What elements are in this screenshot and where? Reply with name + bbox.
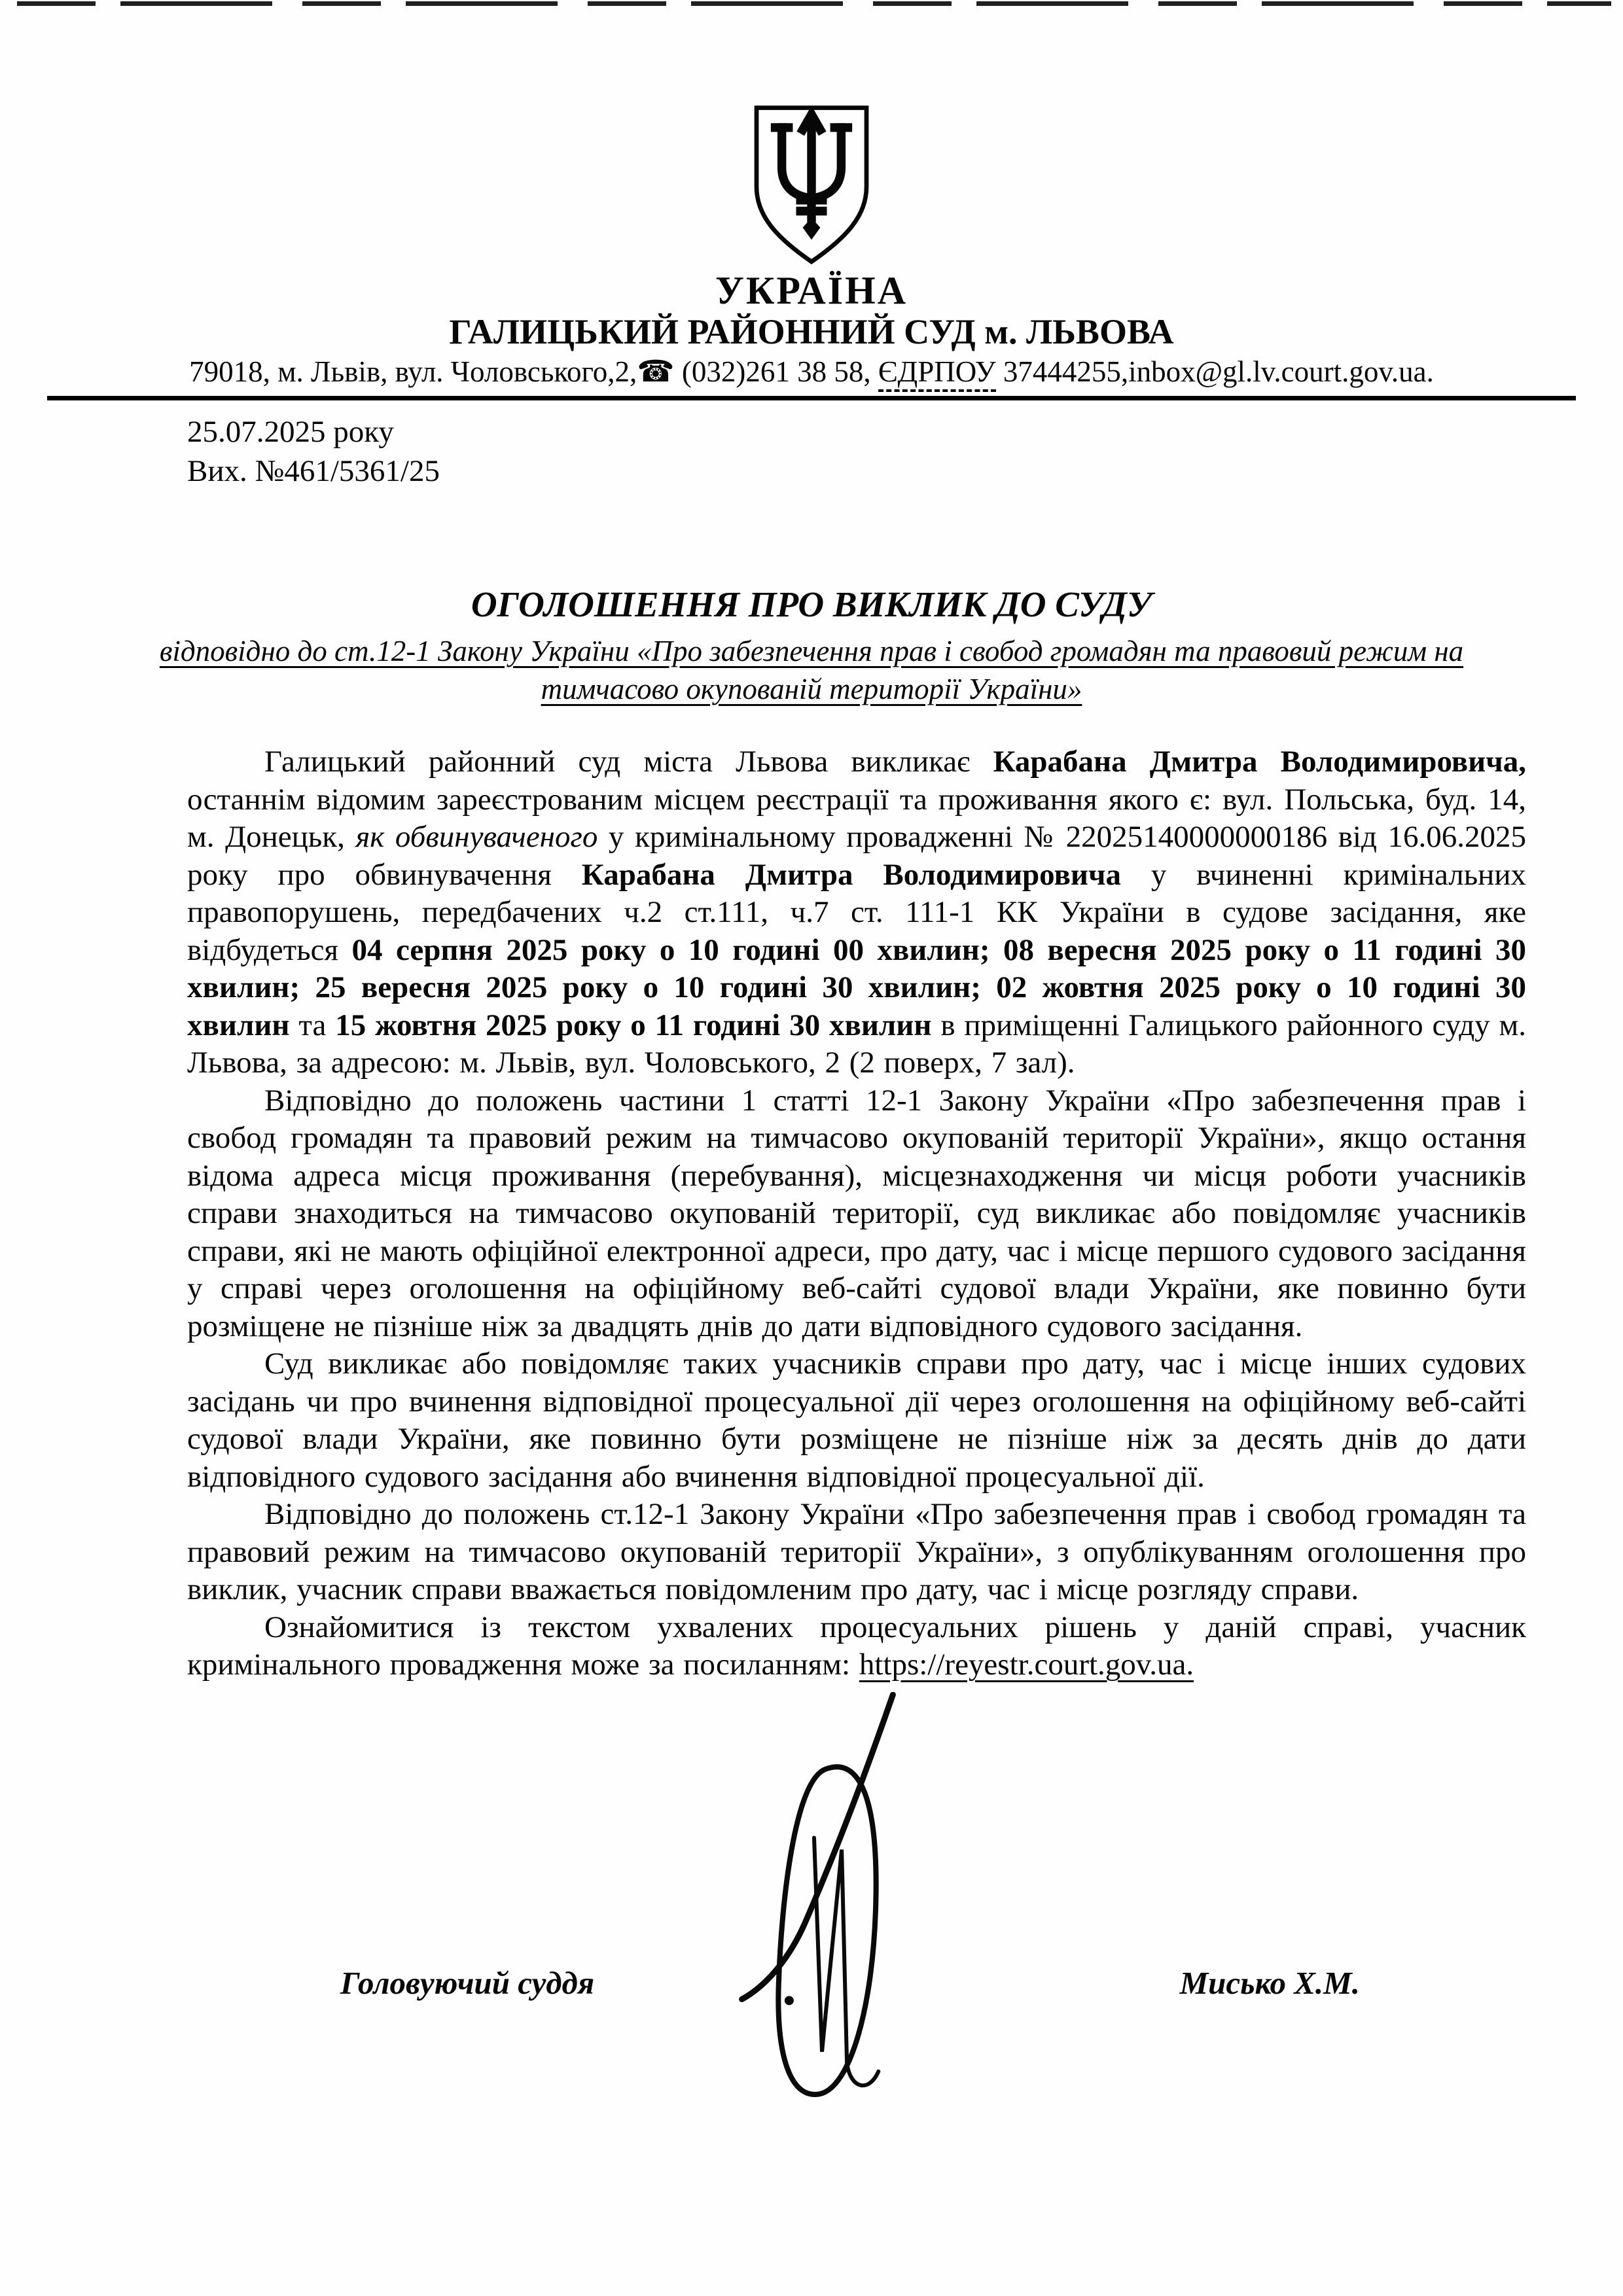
ukraine-trident-emblem-icon	[742, 103, 881, 268]
country-name: УКРАЇНА	[715, 269, 908, 312]
text-run: Ознайомитися із текстом ухвалених процесуальних рішень у даній справі, учасник кримінального провадження може за посиланням:	[187, 1610, 1526, 1682]
paragraph-law-other-hearings: Суд викликає або повідомляє таких учасників справи про дату, час і місце інших судових засідань чи про вчинення відповідної процесуальної дії через оголошення на офіційному веб-сайті судової влади України, яке повинно бути розміщене не пізніше ніж за десять днів до дати відповідного судового засідання або вчинення відповідної процесуальної дії.	[187, 1347, 1526, 1494]
hearing-dates: 04 серпня 2025 року о 10 годині 00 хвилин; 08 вересня 2025 року о 11 годині 30 хвилин; 25 вересня 2025 року о 10 годині 30 хвилин; 02 жовтня 2025 року о 10 годині 30 хвилин	[187, 932, 1526, 1042]
court-registry-link[interactable]: https://reyestr.court.gov.ua.	[859, 1648, 1194, 1682]
edrpou-number-and-email: 37444255,inbox@gl.lv.court.gov.ua.	[995, 355, 1434, 388]
judge-signature	[720, 1692, 919, 2112]
phone-icon: ☎	[637, 353, 675, 389]
doc-ref-number: Вих. №461/5361/25	[187, 454, 440, 488]
letterhead	[0, 103, 1623, 391]
phone-number: (032)261 38 58,	[674, 355, 878, 388]
defendant-name: Карабана Дмитра Володимировича,	[993, 745, 1526, 779]
text-run: як обвинуваченого	[355, 820, 598, 854]
paragraph-law-first-hearing: Відповідно до положень частини 1 статті 12-1 Закону України «Про забезпечення прав і свобод громадян та правовий режим на тимчасово окупованій території України», якщо остання відома адреса місця проживання (перебування), місцезнаходження чи місця роботи учасників справи знаходиться на тимчасово окупованій території, суд викликає або повідомляє учасників справи, які не мають офіційної електронної адреси, про дату, час і місце першого судового засідання у справі через оголошення на офіційному веб-сайті судової влади України, яке повинно бути розміщене не пізніше ніж за двадцять днів до дати відповідного судового засідання.	[187, 1083, 1526, 1343]
court-address-line	[0, 352, 1623, 391]
text-run: останнім відомим зареєстрованим місцем реєстрації та проживання якого є: вул. Польська, буд. 14, м. Донецьк,	[187, 782, 1526, 854]
hearing-dates: 15 жовтня 2025 року о 11 годині 30 хвилин	[335, 1008, 932, 1042]
text-run: в приміщенні Галицького районного суду м. Львова, за адресою: м. Львів, вул. Чоловського, 2 (2 поверх, 7 зал).	[187, 1008, 1526, 1080]
text-run: Галицький районний суд міста Львова викликає	[264, 745, 993, 779]
doc-title: ОГОЛОШЕННЯ ПРО ВИКЛИК ДО СУДУ	[471, 584, 1152, 624]
text-run: та	[289, 1008, 336, 1042]
signature-row	[340, 1964, 1360, 2002]
court-name: ГАЛИЦЬКИЙ РАЙОННИЙ СУД м. ЛЬВОВА	[449, 312, 1174, 351]
defendant-name: Карабана Дмитра Володимировича	[581, 857, 1121, 892]
edrpou-label: ЄДРПОУ	[878, 355, 996, 392]
judge-name: Мисько Х.М.	[1179, 1965, 1360, 2001]
case-number-run: у кримінальному провадженні № 22025140000000186 від 16.06.2025 року про обвинувачення	[187, 820, 1526, 892]
text-run: у вчиненні кримінальних правопорушень, передбачених ч.2 ст.111, ч.7 ст. 111-1 КК України в судове засідання, яке відбудеться	[187, 857, 1526, 967]
document-body	[187, 743, 1526, 1684]
paragraph-registry-link	[187, 1609, 1526, 1684]
paragraph-summons	[187, 743, 1526, 1082]
header-divider	[47, 396, 1576, 400]
document-meta	[187, 412, 1623, 491]
doc-subtitle: відповідно до ст.12-1 Закону України «Про забезпечення прав і свобод громадян та правовий режим на тимчасово окупованій території України»	[159, 635, 1464, 705]
paragraph-law-notification: Відповідно до положень ст.12-1 Закону України «Про забезпечення прав і свобод громадян та правовий режим на тимчасово окупованій території України», з опублікуванням оголошення про виклик, учасник справи вважається повідомленим про дату, час і місце розгляду справи.	[187, 1497, 1526, 1606]
address-text: 79018, м. Львів, вул. Чоловського,2,	[189, 355, 637, 388]
title-block	[0, 584, 1623, 708]
judge-role-label: Головуючий суддя	[340, 1965, 595, 2001]
doc-date: 25.07.2025 року	[187, 415, 394, 449]
scan-artifact-top-edge	[17, 1, 1611, 6]
